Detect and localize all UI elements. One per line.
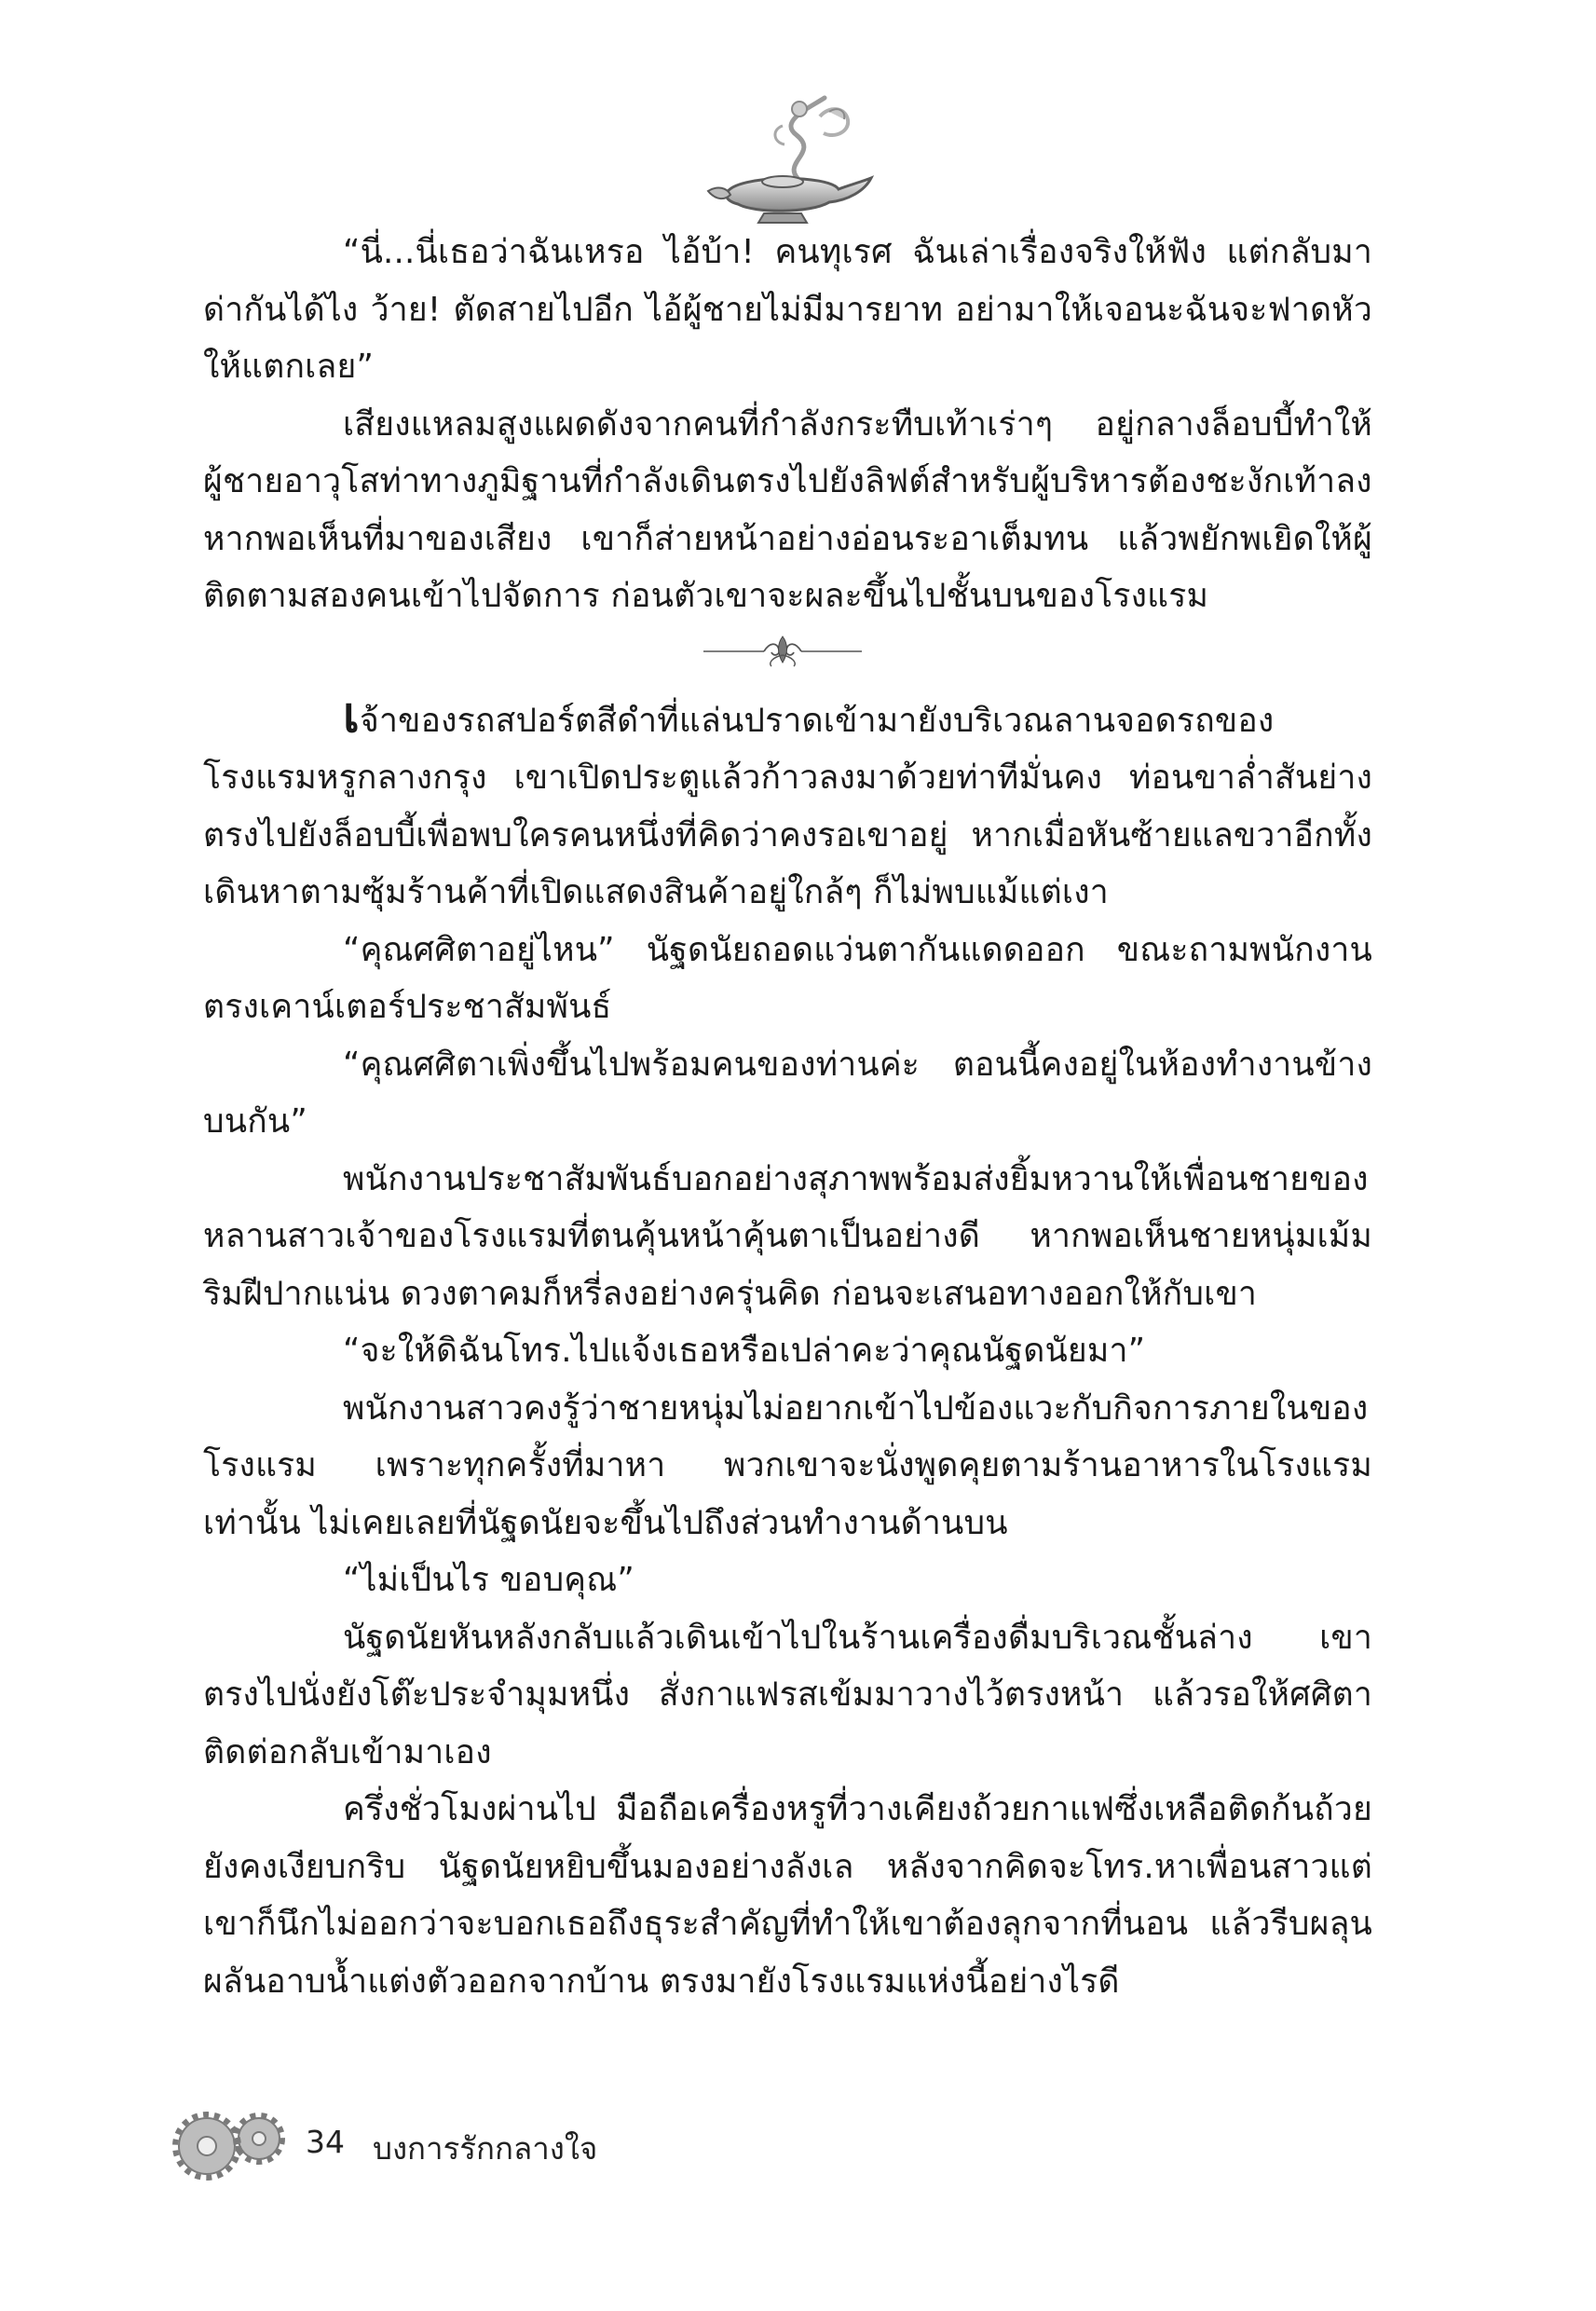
paragraph: “นี่...นี่เธอว่าฉันเหรอ ไอ้บ้า! คนทุเรศ ฉันเล่าเรื่องจริงให้ฟัง แต่กลับมาด่ากันได้ไง ว้าย! ตัดสายไปอีก ไอ้ผู้ชายไม่มีมารยาท อย่ามาให้เจอนะฉันจะฟาดหัวให้แตกเลย” bbox=[203, 233, 1372, 386]
paragraph: นัฐดนัยหันหลังกลับแล้วเดินเข้าไปในร้านเครื่องดื่มบริเวณชั้นล่าง เขาตรงไปนั่งยังโต๊ะประจำมุมหนึ่ง สั่งกาแฟรสเข้มมาวางไว้ตรงหน้า แล้วรอให้ศศิตาติดต่อกลับเข้ามาเอง bbox=[203, 1618, 1372, 1771]
page-footer bbox=[168, 2101, 913, 2185]
paragraph: ครึ่งชั่วโมงผ่านไป มือถือเครื่องหรูที่วางเคียงถ้วยกาแฟซึ่งเหลือติดก้นถ้วยยังคงเงียบกริบ นัฐดนัยหยิบขึ้นมองอย่างลังเล หลังจากคิดจะโทร.หาเพื่อนสาวแต่เขาก็นึกไม่ออกว่าจะบอกเธอถึงธุระสำคัญที่ทำให้เขาต้องลุกจากที่นอน แล้วรีบผลุนผลันอาบน้ำแต่งตัวออกจากบ้าน ตรงมายังโรงแรมแห่งนี้อย่างไรดี bbox=[203, 1790, 1372, 2001]
lamp-genie-icon bbox=[689, 89, 885, 228]
paragraph: “คุณศศิตาอยู่ไหน” นัฐดนัยถอดแว่นตากันแดดออก ขณะถามพนักงานตรงเคาน์เตอร์ประชาสัมพันธ์ bbox=[203, 930, 1372, 1026]
book-title: บงการรักกลางใจ bbox=[373, 2130, 598, 2167]
paragraph: “คุณศศิตาเพิ่งขึ้นไปพร้อมคนของท่านค่ะ ตอนนี้คงอยู่ในห้องทำงานข้างบนกัน” bbox=[203, 1045, 1372, 1141]
chapter-opening-paragraph bbox=[203, 686, 1372, 922]
paragraph: พนักงานประชาสัมพันธ์บอกอย่างสุภาพพร้อมส่งยิ้มหวานให้เพื่อนชายของหลานสาวเจ้าของโรงแรมที่ตนคุ้นหน้าคุ้นตาเป็นอย่างดี หากพอเห็นชายหนุ่มเม้มริมฝีปากแน่น ดวงตาคมก็หรี่ลงอย่างครุ่นคิด ก่อนจะเสนอทางออกให้กับเขา bbox=[203, 1159, 1372, 1313]
paragraph: เสียงแหลมสูงแผดดังจากคนที่กำลังกระทืบเท้าเร่าๆ อยู่กลางล็อบบี้ทำให้ผู้ชายอาวุโสท่าทางภูมิฐานที่กำลังเดินตรงไปยังลิฟต์สำหรับผู้บริหารต้องชะงักเท้าลง หากพอเห็นที่มาของเสียง เขาก็ส่ายหน้าอย่างอ่อนระอาเต็มทน แล้วพยักพเยิดให้ผู้ติดตามสองคนเข้าไปจัดการ ก่อนตัวเขาจะผละขึ้นไปชั้นบนของโรงแรม bbox=[203, 404, 1372, 615]
paragraph: พนักงานสาวคงรู้ว่าชายหนุ่มไม่อยากเข้าไปข้องแวะกับกิจการภายในของโรงแรม เพราะทุกครั้งที่มาหา พวกเขาจะนั่งพูดคุยตามร้านอาหารในโรงแรมเท่านั้น ไม่เคยเลยที่นัฐดนัยจะขึ้นไปถึงส่วนทำงานด้านบน bbox=[203, 1388, 1372, 1542]
paragraph: “จะให้ดิฉันโทร.ไปแจ้งเธอหรือเปล่าคะว่าคุณนัฐดนัยมา” bbox=[343, 1332, 1146, 1370]
page-number: 34 bbox=[306, 2124, 345, 2160]
scroll-divider-icon bbox=[699, 631, 866, 668]
paragraph-text: จ้าของรถสปอร์ตสีดำที่แล่นปราดเข้ามายังบริเวณลานจอดรถของโรงแรมหรูกลางกรุง เขาเปิดประตูแล้วก้าวลงมาด้วยท่าทีมั่นคง ท่อนขาล่ำสันย่างตรงไปยังล็อบบี้เพื่อพบใครคนหนึ่งที่คิดว่าคงรอเขาอยู่ หากเมื่อหันซ้ายแลขวาอีกทั้งเดินหาตามซุ้มร้านค้าที่เปิดแสดงสินค้าอยู่ใกล้ๆ ก็ไม่พบแม้แต่เงา bbox=[203, 701, 1372, 911]
drop-cap: เ bbox=[343, 686, 360, 744]
paragraph: “ไม่เป็นไร ขอบคุณ” bbox=[343, 1561, 634, 1599]
main-text bbox=[203, 224, 1372, 2010]
gears-icon bbox=[168, 2101, 298, 2185]
section-divider bbox=[203, 625, 1372, 692]
